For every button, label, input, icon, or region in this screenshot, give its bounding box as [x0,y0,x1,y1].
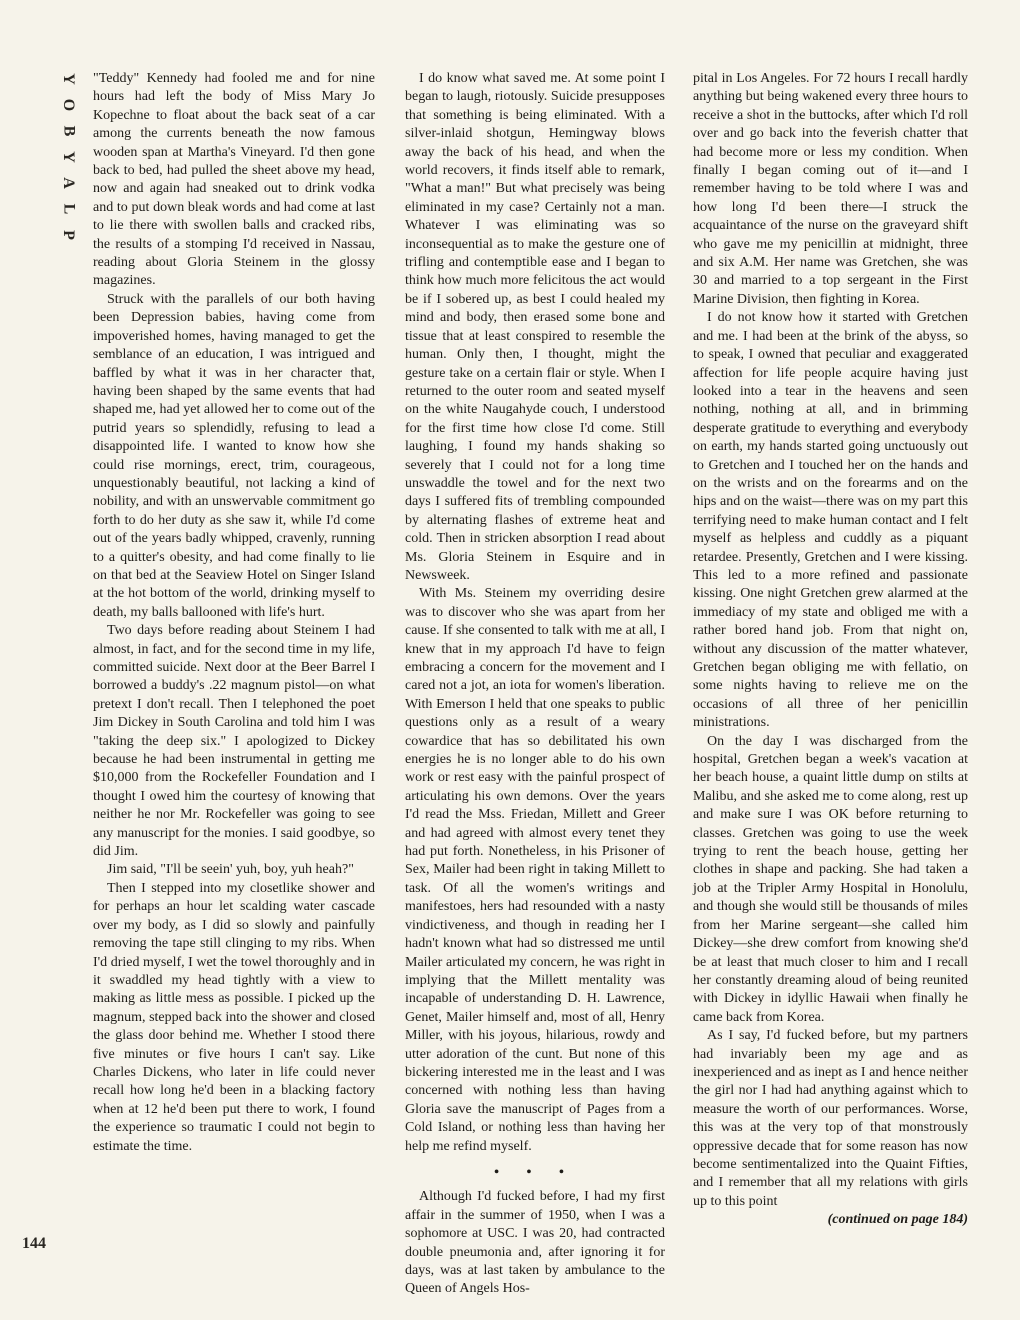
masthead-letter: Y [60,151,77,163]
column-1 [93,70,375,1280]
paragraph: Then I stepped into my closetlike shower and for perhaps an hour let scalding water cascade over my body, as I did so slowly and painfully removing the tape still clinging to my ribs. When I'd dried myself, I wet the towel thoroughly and in it swaddled my head tightly with a view to making as little mess as possible. I picked up the magnum, stepped back into the shower and closed the glass door behind me. Whether I stood there five minutes or five hours I can't say. Like Charles Dickens, who later in life could never recall how long he'd been in a blacking factory when at 12 he'd been put there to work, I found the experience so traumatic I could not begin to estimate the time. [93,880,375,1154]
page-number: 144 [22,1235,46,1252]
article-columns [93,70,968,1297]
masthead-letter: A [60,177,77,189]
paragraph: As I say, I'd fucked before, but my partners had invariably been my age and as inexperienced and as inept as I and hence neither the girl nor I had had anything against which to measure the worth of our performances. Worse, this was at the very top of that monstrously oppressive decade that for some reason has now become sentimentalized into the Quaint Fifties, and I remember that all my relations with girls up to this point [693,1028,968,1209]
column-3 [693,70,968,1280]
column-2 [405,70,665,1297]
masthead-letter: Y [60,73,77,85]
paragraph: With Ms. Steinem my overriding desire was to discover who she was apart from her cause. If she consented to talk with me at all, I knew that in my approach I'd have to feign embracing a concern for the movement and I cared not a jot, an iota for women's liberation. With Emerson I held that one speaks to public questions only as a result of a weary cowardice that has so debilitated his own energies he is no longer able to do his own work or rest easy with the painful prospect of articulating his own demons. Over the years I'd read the Mss. Friedan, Millett and Greer and had agreed with almost every tenet they had put forth. Nonetheless, in his Prisoner of Sex, Mailer had been right in taking Millett to task. Of all the women's writings and manifestoes, hers had resounded with a nasty vindictiveness, and though in reading her I hadn't known what had so distressed me until Mailer articulated my concern, he was right in implying that the Millett mentality was incapable of understanding D. H. Lawrence, Genet, Mailer himself and, most of all, Henry Miller, with his joyous, hilarious, rowdy and utter adoration of the cunt. But none of this bickering interested me in the least and I was concerned with nothing less than having Gloria save the manuscript of Pages from a Cold Island, or nothing less than having her help me refind myself. [405,586,665,1154]
paragraph: "Teddy" Kennedy had fooled me and for nine hours had left the body of Miss Mary Jo Kopechne to float about the back seat of a car among the currents beneath the now famous wooden span at Martha's Vineyard. I'd then gone back to bed, had pulled the sheet above my head, now and again had sneaked out to drink vodka and to put down bleak words and had come at last to lie there with swollen balls and cracked ribs, the results of a stomping I'd received in Nassau, reading about Gloria Steinem in the glossy magazines. [93,71,375,289]
paragraph: On the day I was discharged from the hospital, Gretchen began a week's vacation at her beach house, a quaint little dump on stilts at Malibu, and she asked me to come along, rest up and make sure I was OK before returning to classes. Gretchen was going to use the week trying to rent the beach house, getting her clothes in shape and packing. She had taken a job at the Tripler Army Hospital in Honolulu, and though she would still be thousands of miles from her Marine sergeant—she called him Dickey—she drew comfort from knowing she'd be at least that much closer to him and I recall her constantly dreaming aloud of being reunited with Dickey in idyllic Hawaii when finally he came back from Korea. [693,733,968,1025]
masthead-letter: P [60,230,77,240]
playboy-masthead [54,66,82,248]
continued-note: (continued on page 184) [827,1212,968,1228]
section-separator: • • • [494,1164,576,1180]
paragraph: Struck with the parallels of our both having been Depression babies, having come from impoverished homes, having managed to get the semblance of an education, I was intrigued and baffled by what it was in her character that, having been shaped by the same events that had shaped me, had yet allowed her to come out of the putrid years so splendidly, refusing to lead a disappointed life. I wanted to know how she could rise mornings, erect, trim, courageous, unquestionably beautiful, not lacking a kind of nobility, and with an unswervable commitment go forth to do her duty as she saw it, while I'd come out of the years badly whipped, cravenly, running to a quitter's obesity, and had come finally to lie on that bed at the Seaview Hotel on Singer Island at the hot bottom of the world, drinking myself to death, my balls ballooned with life's hurt. [93,291,375,620]
paragraph: I do not know how it started with Gretchen and me. I had been at the brink of the abyss, so to speak, I owned that peculiar and exaggerated affection for life people acquire having just looked into a tear in the heavens and seen nothing, nothing at all, and in brimming desperate gratitude to everything and everybody on earth, my hands started going unctuously out to Gretchen and I touched her on the hands and on the wrists and on the forearms and on the hips and on the waist—there was on my part this terrifying need to make human contact and I felt myself as helpless and cuddly as a piquant retardee. Presently, Gretchen and I were kissing. This led to a more refined and passionate kissing. One night Gretchen grew alarmed at the immediacy of my state and obliged me with a rather bored hand job. From that night on, without any discussion of the matter whatever, Gretchen began obliging me with fellatio, on some nights having to relieve me on the occasions of all three of her penicillin ministrations. [693,310,968,731]
masthead-letter: L [59,203,77,215]
paragraph: Jim said, "I'll be seein' yuh, boy, yuh heah?" [107,862,354,878]
paragraph: Although I'd fucked before, I had my first affair in the summer of 1950, when I was a sophomore at USC. I was 20, had contracted double pneumonia and, after ignoring it for days, was at last taken by ambulance to the Queen of Angels Hos- [405,1189,665,1297]
paragraph: Two days before reading about Steinem I had almost, in fact, and for the second time in my life, committed suicide. Next door at the Beer Barrel I borrowed a buddy's .22 magnum pistol—on what pretext I don't recall. Then I telephoned the poet Jim Dickey in South Carolina and told him I was "taking the deep six." I apologized to Dickey because he had been instrumental in getting me $10,000 from the Rockefeller Foundation and I thought I owed him the courtesy of knowing that neither he nor Mr. Rockefeller was going to see any manuscript for the monies. I said goodbye, so did Jim. [93,623,375,860]
masthead-letter: O [59,98,77,112]
masthead-letter: B [59,125,77,137]
paragraph: I do know what saved me. At some point I began to laugh, riotously. Suicide presupposes that something is being eliminated. With a silver-inlaid shotgun, Hemingway blows away the back of his head, and when the world recovers, it finds itself able to remark, "What a man!" But what precisely was being eliminated in my case? Certainly not a man. Whatever I was eliminating was so inconsequential as to make the gesture one of trifling and contemptible ease and I began to think how much more felicitous the act would be if I sobered up, as best I could healed my mind and body, then erased some bone and tissue that at least conspired to resemble the human. Only then, I thought, might the gesture take on a certain flair or style. When I returned to the outer room and seated myself on the white Naugahyde couch, I understood for the first time how close I'd come. Still laughing, I found my hands shaking so severely that I could not for a long time unswaddle the towel and for the next two days I suffered fits of trembling compounded by alternating flashes of extreme heat and cold. Then in stricken absorption I read about Ms. Gloria Steinem in Esquire and in Newsweek. [405,71,665,583]
paragraph: pital in Los Angeles. For 72 hours I recall hardly anything but being wakened every three hours to receive a shot in the buttocks, after which I'd roll over and go back into the feverish chatter that had become more or less my condition. When finally I began coming out of it—and I remember having to be told where I was and how long I'd been there—I struck the acquaintance of the nurse on the graveyard shift who gave me my penicillin at midnight, three and six A.M. Her name was Gretchen, she was 30 and married to a top sergeant in the First Marine Division, then fighting in Korea. [693,71,968,307]
